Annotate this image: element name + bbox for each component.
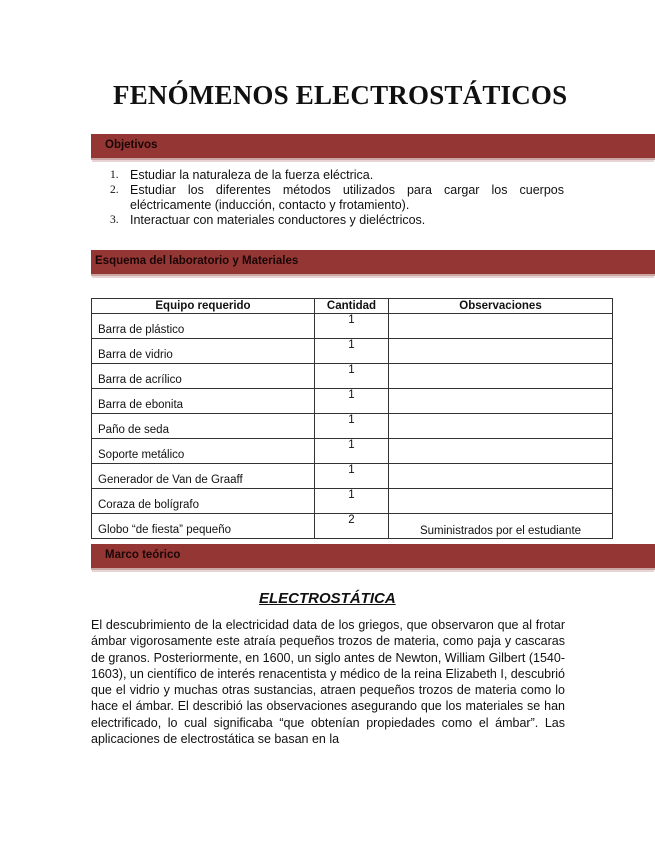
list-item bbox=[110, 213, 564, 228]
table-row bbox=[92, 389, 613, 414]
quantity-cell: 1 bbox=[315, 489, 389, 514]
item-cell: Barra de acrílico bbox=[92, 364, 315, 389]
item-cell: Barra de plástico bbox=[92, 314, 315, 339]
quantity-cell: 1 bbox=[315, 464, 389, 489]
item-cell: Coraza de bolígrafo bbox=[92, 489, 315, 514]
section-header-esquema bbox=[91, 250, 655, 276]
list-item bbox=[110, 168, 564, 183]
section-header-marco bbox=[91, 544, 655, 570]
table-row bbox=[92, 314, 613, 339]
table-row bbox=[92, 464, 613, 489]
observations-cell bbox=[389, 414, 613, 439]
list-text: Estudiar la naturaleza de la fuerza eléctrica. bbox=[130, 168, 374, 182]
observations-cell bbox=[389, 314, 613, 339]
list-number: 2. bbox=[110, 184, 119, 196]
table-row bbox=[92, 364, 613, 389]
list-text: Estudiar los diferentes métodos utilizados para cargar los cuerpos eléctricamente (inducción, contacto y frotamiento). bbox=[130, 183, 564, 212]
table-header-row bbox=[92, 299, 613, 314]
column-header-observaciones: Observaciones bbox=[389, 299, 613, 314]
column-header-equipo: Equipo requerido bbox=[92, 299, 315, 314]
observations-cell bbox=[389, 364, 613, 389]
equipment-table bbox=[91, 298, 613, 539]
observations-cell: Suministrados por el estudiante bbox=[389, 514, 613, 539]
table-row bbox=[92, 414, 613, 439]
list-number: 3. bbox=[110, 214, 119, 226]
item-cell: Barra de vidrio bbox=[92, 339, 315, 364]
list-text: Interactuar con materiales conductores y dieléctricos. bbox=[130, 213, 426, 227]
objectives-list bbox=[110, 168, 564, 228]
observations-cell bbox=[389, 464, 613, 489]
item-cell: Barra de ebonita bbox=[92, 389, 315, 414]
quantity-cell: 1 bbox=[315, 314, 389, 339]
body-paragraph: El descubrimiento de la electricidad data de los griegos, que observaron que al frotar ámbar vigorosamente este atraía pequeños trozos de materia, como paja y cascaras de granos. Posteriormente, en 1600, un siglo antes de Newton, William Gilbert (1540-1603), un científico de interés renacentista y médico de la reina Elizabeth I, descubrió que el vidrio y muchas otras sustancias, atraen pequeños trozos de materia como lo hace el ámbar. El describió las observaciones asegurando que los materiales se han electrificado, lo cual significaba “que obtenían propiedades como el ámbar”. Las aplicaciones de electrostática se basan en la bbox=[91, 618, 565, 747]
section-title-marco: Marco teórico bbox=[105, 549, 181, 561]
section-subtitle: ELECTROSTÁTICA bbox=[259, 590, 396, 607]
list-item bbox=[110, 183, 564, 213]
section-header-objetivos bbox=[91, 134, 655, 160]
item-cell: Generador de Van de Graaff bbox=[92, 464, 315, 489]
quantity-cell: 1 bbox=[315, 364, 389, 389]
observations-cell bbox=[389, 339, 613, 364]
page-title: FENÓMENOS ELECTROSTÁTICOS bbox=[113, 80, 568, 110]
quantity-cell: 1 bbox=[315, 389, 389, 414]
observations-cell bbox=[389, 439, 613, 464]
quantity-cell: 1 bbox=[315, 339, 389, 364]
item-cell: Globo “de fiesta” pequeño bbox=[92, 514, 315, 539]
table-row bbox=[92, 489, 613, 514]
list-number: 1. bbox=[110, 169, 119, 181]
quantity-cell: 2 bbox=[315, 514, 389, 539]
quantity-cell: 1 bbox=[315, 414, 389, 439]
section-title-esquema: Esquema del laboratorio y Materiales bbox=[95, 255, 299, 267]
observations-cell bbox=[389, 389, 613, 414]
table-row bbox=[92, 439, 613, 464]
item-cell: Paño de seda bbox=[92, 414, 315, 439]
item-cell: Soporte metálico bbox=[92, 439, 315, 464]
section-title-objetivos: Objetivos bbox=[105, 139, 158, 151]
observations-cell bbox=[389, 489, 613, 514]
column-header-cantidad: Cantidad bbox=[315, 299, 389, 314]
table-row bbox=[92, 514, 613, 539]
quantity-cell: 1 bbox=[315, 439, 389, 464]
table-row bbox=[92, 339, 613, 364]
